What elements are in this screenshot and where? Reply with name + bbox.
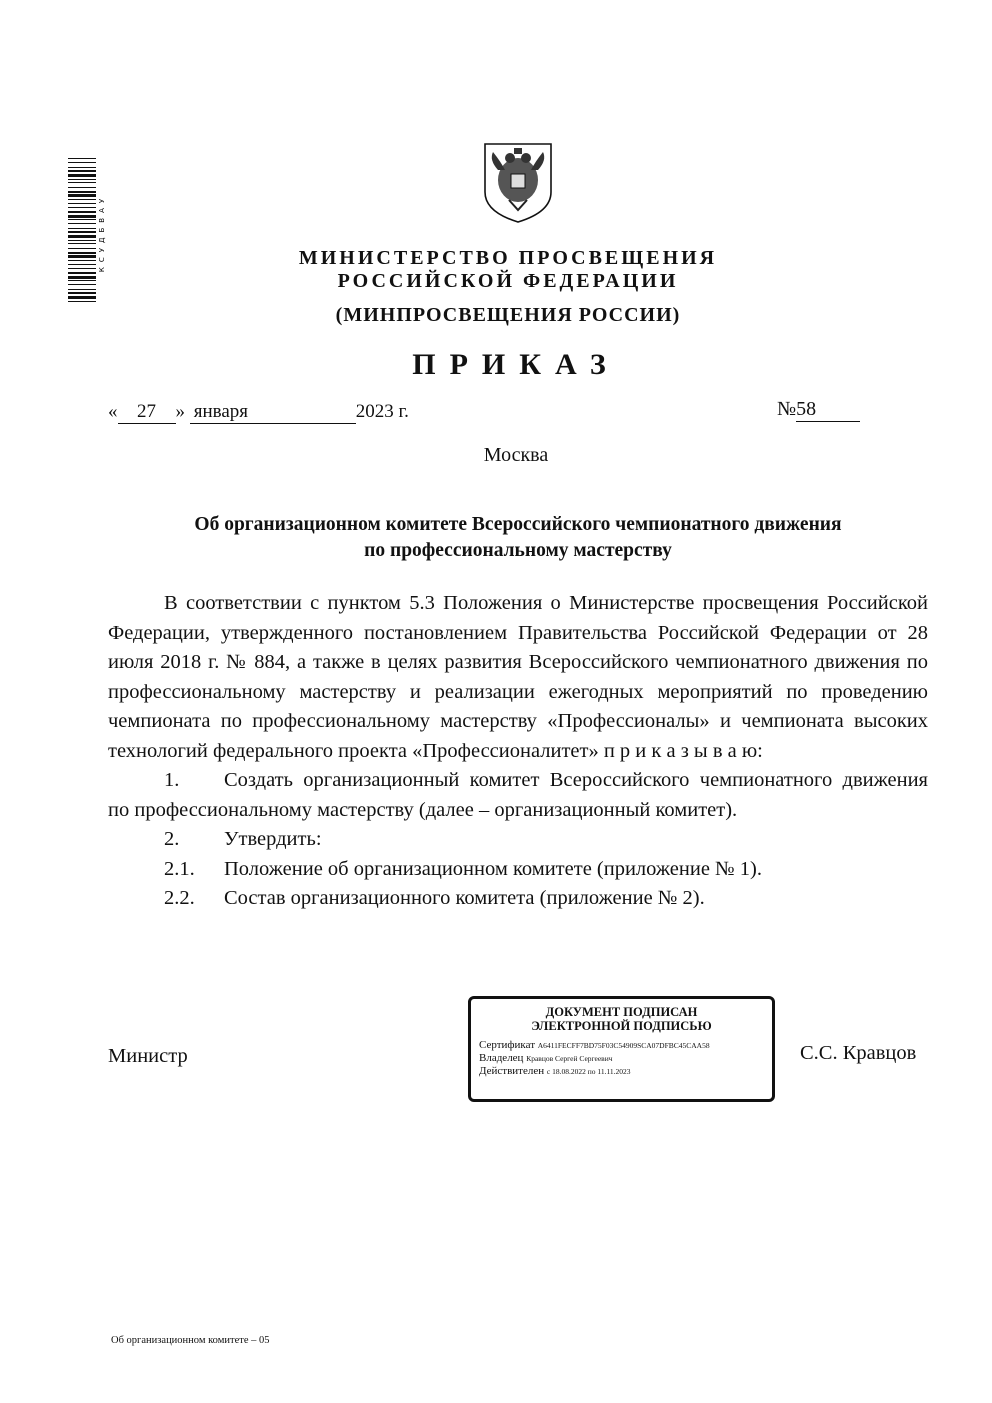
stamp-validity [479,1065,764,1078]
city: Москва [483,444,549,466]
order-title [108,512,928,564]
owner-label: Владелец [479,1052,524,1064]
cert-label: Сертификат [479,1039,535,1051]
date-year: 2023 г. [355,401,409,422]
list-item [108,884,928,914]
date-quote-open: « [108,401,118,422]
electronic-signature-stamp [468,996,775,1102]
stamp-title-line1: ДОКУМЕНТ ПОДПИСАН [545,1005,698,1019]
number-label: № [777,398,797,420]
list-item [108,766,928,825]
list-item [108,855,928,885]
document-type: ПРИКАЗ [412,348,620,381]
coat-of-arms-emblem-icon [479,140,557,224]
valid-label: Действителен [479,1065,545,1077]
item-text: Положение об организационном комитете (приложение № 1). [224,857,762,880]
list-item [108,825,928,855]
cert-value: A6411FECFF7BD75F03C54909SCA07DFBC45CAA58 [537,1041,710,1050]
ministry-short-name: (МИНПРОСВЕЩЕНИЯ РОССИИ) [335,304,681,326]
item-number: 2. [164,828,180,850]
signatory-position: Министр [108,1045,188,1067]
order-date [108,401,409,424]
ministry-name-line1: МИНИСТЕРСТВО ПРОСВЕЩЕНИЯ [298,247,718,269]
item-number: 2.1. [164,857,195,880]
ministry-name-line2: РОССИЙСКОЙ ФЕДЕРАЦИИ [337,270,679,292]
preamble-paragraph: В соответствии с пунктом 5.3 Положения о Министерстве просвещения Российской Федерации, утвержденного постановлением Правительства Российской Федерации от 28 июля 2018 г. № 884, а также в целях развития Всероссийского чемпионатного движения по профессиональному мастерству и реализации ежегодных мероприятий по проведению чемпионата по профессиональному мастерству «Профессионалы» и чемпионата высоких технологий федерального проекта «Профессионалитет» п р и к а з ы в а ю: [108,592,928,762]
date-month: января [190,401,356,424]
number-value: 58 [796,398,860,422]
item-number: 1. [164,769,180,791]
footer-doc-id: Об организационном комитете – 05 [111,1335,270,1346]
order-title-line2: по профессиональному мастерству [364,540,672,561]
item-text: Утвердить: [224,828,322,850]
stamp-certificate [479,1039,764,1052]
barcode-code-text: КСУДБВАУ [98,193,106,273]
order-title-line1: Об организационном комитете Всероссийского чемпионатного движения [194,514,842,535]
order-body [108,589,928,914]
item-text: Состав организационного комитета (приложение № 2). [224,887,705,909]
date-day: 27 [118,401,176,424]
item-number: 2.2. [164,887,195,909]
stamp-owner [479,1052,764,1065]
stamp-title-line2: ЭЛЕКТРОННОЙ ПОДПИСЬЮ [531,1019,712,1033]
signatory-name: С.С. Кравцов [800,1042,917,1064]
date-quote-close: » [175,401,185,422]
item-text: Создать организационный комитет Всероссийского чемпионатного движения по профессиональному мастерству (далее – организационный комитет). [108,769,928,821]
order-number [777,398,860,422]
valid-value: с 18.08.2022 по 11.11.2023 [546,1067,631,1076]
owner-value: Кравцов Сергей Сергеевич [526,1054,613,1063]
